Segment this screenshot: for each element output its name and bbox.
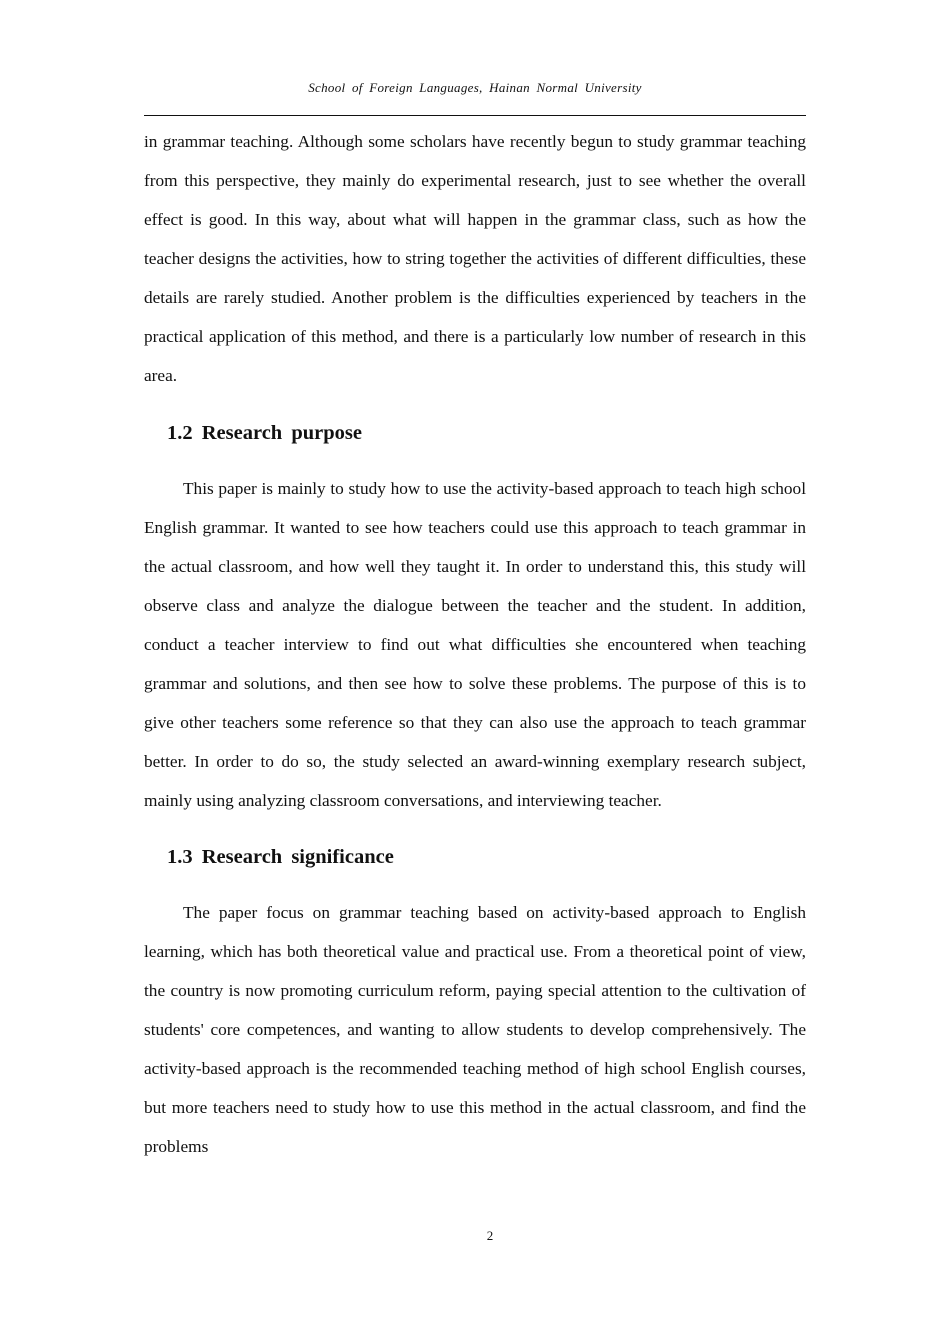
section-heading-research-purpose: 1.2 Research purpose — [167, 422, 362, 444]
paragraph-research-purpose: This paper is mainly to study how to use the activity-based approach to teach high school English grammar. It wanted to see how teachers could use this approach to teach grammar in the actual classroom, and how well they taught it. In order to understand this, this study will observe class and analyze the dialogue between the teacher and the student. In addition, conduct a teacher interview to find out what difficulties she encountered when teaching grammar and solutions, and then see how to solve these problems. The purpose of this is to give other teachers some reference so that they can also use the approach to teach grammar better. In order to do so, the study selected an award-winning exemplary research subject, mainly using analyzing classroom conversations, and interviewing teacher. — [144, 479, 806, 810]
header-rule — [144, 115, 806, 116]
paragraph-continued: in grammar teaching. Although some scholars have recently begun to study grammar teaching from this perspective, they mainly do experimental research, just to see whether the overall effect is good. In this way, about what will happen in the grammar class, such as how the teacher designs the activities, how to string together the activities of different difficulties, these details are rarely studied. Another problem is the difficulties experienced by teachers in the practical application of this method, and there is a particularly low number of research in this area. — [144, 132, 806, 385]
paragraph-research-significance: The paper focus on grammar teaching based on activity-based approach to English learning, which has both theoretical value and practical use. From a theoretical point of view, the country is now promoting curriculum reform, paying special attention to the cultivation of students' core competences, and wanting to allow students to develop comprehensively. The activity-based approach is the recommended teaching method of high school English courses, but more teachers need to study how to use this method in the actual classroom, and find the problems — [144, 903, 806, 1156]
page-body — [144, 122, 806, 1166]
running-header: School of Foreign Languages, Hainan Normal University — [308, 80, 642, 95]
section-heading-research-significance: 1.3 Research significance — [167, 846, 394, 868]
page-number: 2 — [486, 1228, 494, 1243]
